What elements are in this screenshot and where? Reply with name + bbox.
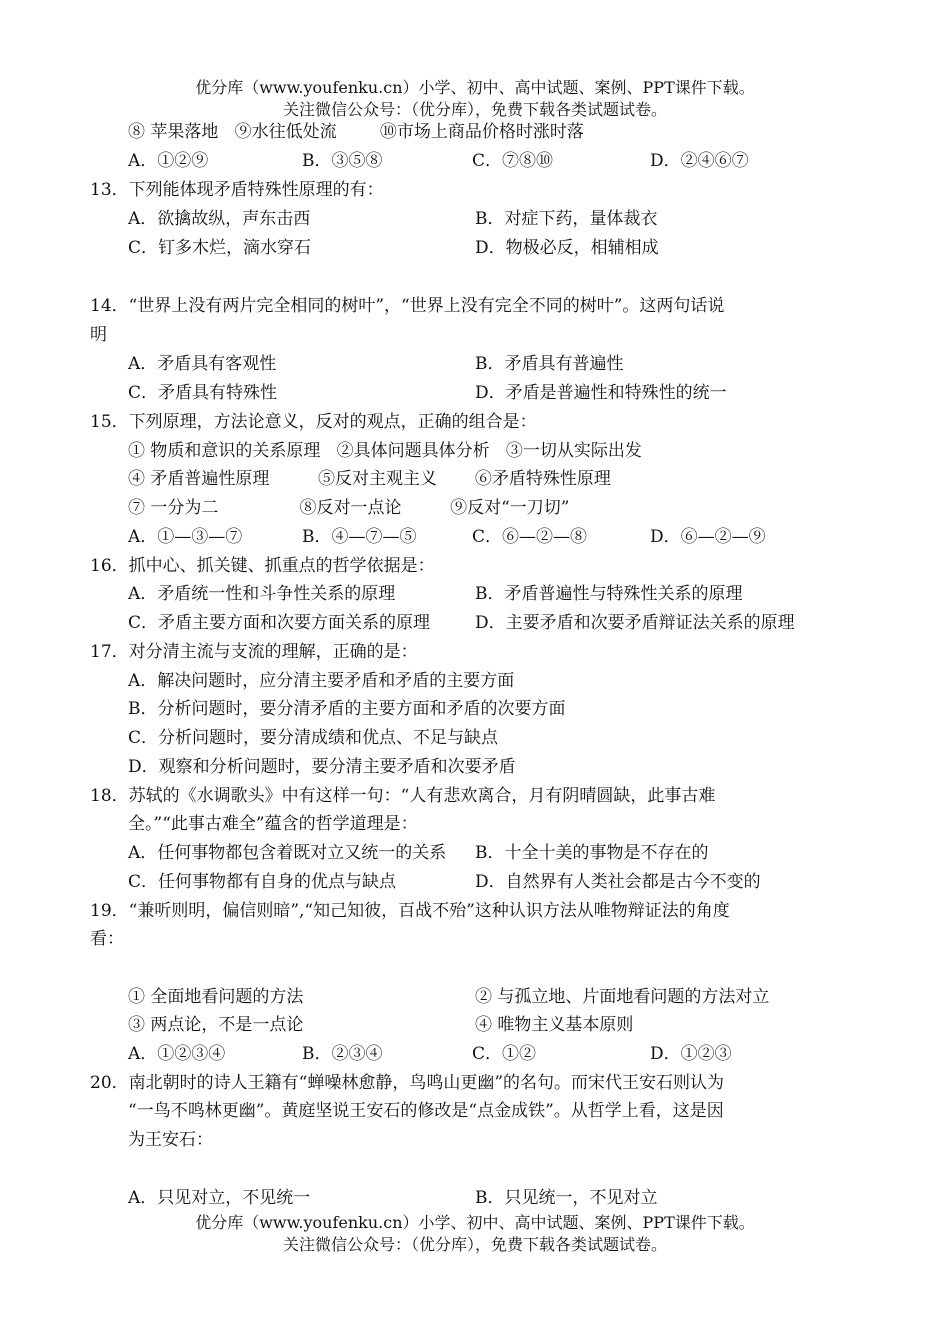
q12-option-c: C．⑦⑧⑩ xyxy=(472,151,554,171)
q19-stem-2: 看： xyxy=(90,929,124,949)
q19-option-b: B．②③④ xyxy=(302,1044,383,1064)
q14-stem-2: 明 xyxy=(90,325,107,345)
q14-option-c: C．矛盾具有特殊性 xyxy=(128,383,278,403)
q15-items-row-2: ④ 矛盾普遍性原理 ⑤反对主观主义 ⑥矛盾特殊性原理 xyxy=(128,469,611,489)
header-line-2: 关注微信公众号：（优分库），免费下载各类试题试卷。 xyxy=(282,100,667,119)
q16-option-b: B．矛盾普遍性与特殊性关系的原理 xyxy=(475,584,743,604)
footer-line-2: 关注微信公众号：（优分库），免费下载各类试题试卷。 xyxy=(282,1235,667,1254)
q20-stem-2: “一鸟不鸣林更幽”。黄庭坚说王安石的修改是“点金成铁”。从哲学上看，这是因 xyxy=(128,1101,724,1121)
q12-option-a: A．①②⑨ xyxy=(128,151,209,171)
q17-option-a: A．解决问题时，应分清主要矛盾和矛盾的主要方面 xyxy=(128,671,515,691)
q20-option-a: A．只见对立，不见统一 xyxy=(128,1188,311,1208)
q15-stem: 15．下列原理，方法论意义，反对的观点，正确的组合是： xyxy=(90,412,537,432)
header-line-1: 优分库（www.youfenku.cn）小学、初中、高中试题、案例、PPT课件下载。 xyxy=(195,78,755,97)
q14-option-d: D．矛盾是普遍性和特殊性的统一 xyxy=(475,383,727,403)
q15-option-d: D．⑥—②—⑨ xyxy=(650,527,766,547)
q12-option-d: D．②④⑥⑦ xyxy=(650,151,749,171)
q19-stem-1: 19．“兼听则明，偏信则暗”,“知己知彼，百战不殆”这种认识方法从唯物辩证法的角度 xyxy=(90,901,730,921)
q18-option-a: A．任何事物都包含着既对立又统一的关系 xyxy=(128,843,447,863)
q18-option-d: D．自然界有人类社会都是古今不变的 xyxy=(475,872,761,892)
q12-option-b: B．③⑤⑧ xyxy=(302,151,383,171)
q13-option-c: C．钉多木烂，滴水穿石 xyxy=(128,238,312,258)
q17-option-b: B．分析问题时，要分清矛盾的主要方面和矛盾的次要方面 xyxy=(128,699,566,719)
q15-option-a: A．①—③—⑦ xyxy=(128,527,243,547)
q19-item-2: ② 与孤立地、片面地看问题的方法对立 xyxy=(475,987,770,1007)
q13-option-a: A．欲擒故纵，声东击西 xyxy=(128,209,311,229)
q20-stem-1: 20．南北朝时的诗人王籍有“蝉噪林愈静，鸟鸣山更幽”的名句。而宋代王安石则认为 xyxy=(90,1073,725,1093)
q14-option-b: B．矛盾具有普遍性 xyxy=(475,354,624,374)
q17-option-d: D．观察和分析问题时，要分清主要矛盾和次要矛盾 xyxy=(128,757,516,777)
footer-line-1: 优分库（www.youfenku.cn）小学、初中、高中试题、案例、PPT课件下载。 xyxy=(195,1213,755,1232)
q19-item-1: ① 全面地看问题的方法 xyxy=(128,987,304,1007)
q18-option-c: C．任何事物都有自身的优点与缺点 xyxy=(128,872,397,892)
q13-option-b: B．对症下药，量体裁衣 xyxy=(475,209,658,229)
q19-item-4: ④ 唯物主义基本原则 xyxy=(475,1015,634,1035)
q20-stem-3: 为王安石： xyxy=(128,1130,213,1150)
q15-items-row-1: ① 物质和意识的关系原理 ②具体问题具体分析 ③一切从实际出发 xyxy=(128,441,642,461)
q14-stem-1: 14．“世界上没有两片完全相同的树叶”，“世界上没有完全不同的树叶”。这两句话说 xyxy=(90,296,725,316)
q13-stem: 13．下列能体现矛盾特殊性原理的有： xyxy=(90,180,384,200)
q15-items-row-3: ⑦ 一分为二 ⑧反对一点论 ⑨反对“一刀切” xyxy=(128,498,570,518)
q15-option-c: C．⑥—②—⑧ xyxy=(472,527,588,547)
q19-option-a: A．①②③④ xyxy=(128,1044,226,1064)
q15-option-b: B．④—⑦—⑤ xyxy=(302,527,417,547)
q18-stem-1: 18．苏轼的《水调歌头》中有这样一句：“人有悲欢离合，月有阴晴圆缺，此事古难 xyxy=(90,786,716,806)
q16-option-d: D．主要矛盾和次要矛盾辩证法关系的原理 xyxy=(475,613,795,633)
q16-option-a: A．矛盾统一性和斗争性关系的原理 xyxy=(128,584,396,604)
q12-items: ⑧ 苹果落地 ⑨水往低处流 ⑩市场上商品价格时涨时落 xyxy=(128,122,584,142)
q19-item-3: ③ 两点论，不是一点论 xyxy=(128,1015,304,1035)
q16-option-c: C．矛盾主要方面和次要方面关系的原理 xyxy=(128,613,431,633)
q17-stem: 17．对分清主流与支流的理解，正确的是： xyxy=(90,642,418,662)
q20-option-b: B．只见统一，不见对立 xyxy=(475,1188,658,1208)
q16-stem: 16．抓中心、抓关键、抓重点的哲学依据是： xyxy=(90,556,435,576)
q18-option-b: B．十全十美的事物是不存在的 xyxy=(475,843,709,863)
q13-option-d: D．物极必反，相辅相成 xyxy=(475,238,659,258)
q17-option-c: C．分析问题时，要分清成绩和优点、不足与缺点 xyxy=(128,728,499,748)
q14-option-a: A．矛盾具有客观性 xyxy=(128,354,277,374)
q19-option-c: C．①② xyxy=(472,1044,537,1064)
q19-option-d: D．①②③ xyxy=(650,1044,732,1064)
q18-stem-2: 全。”“此事古难全”蕴含的哲学道理是： xyxy=(128,814,418,834)
